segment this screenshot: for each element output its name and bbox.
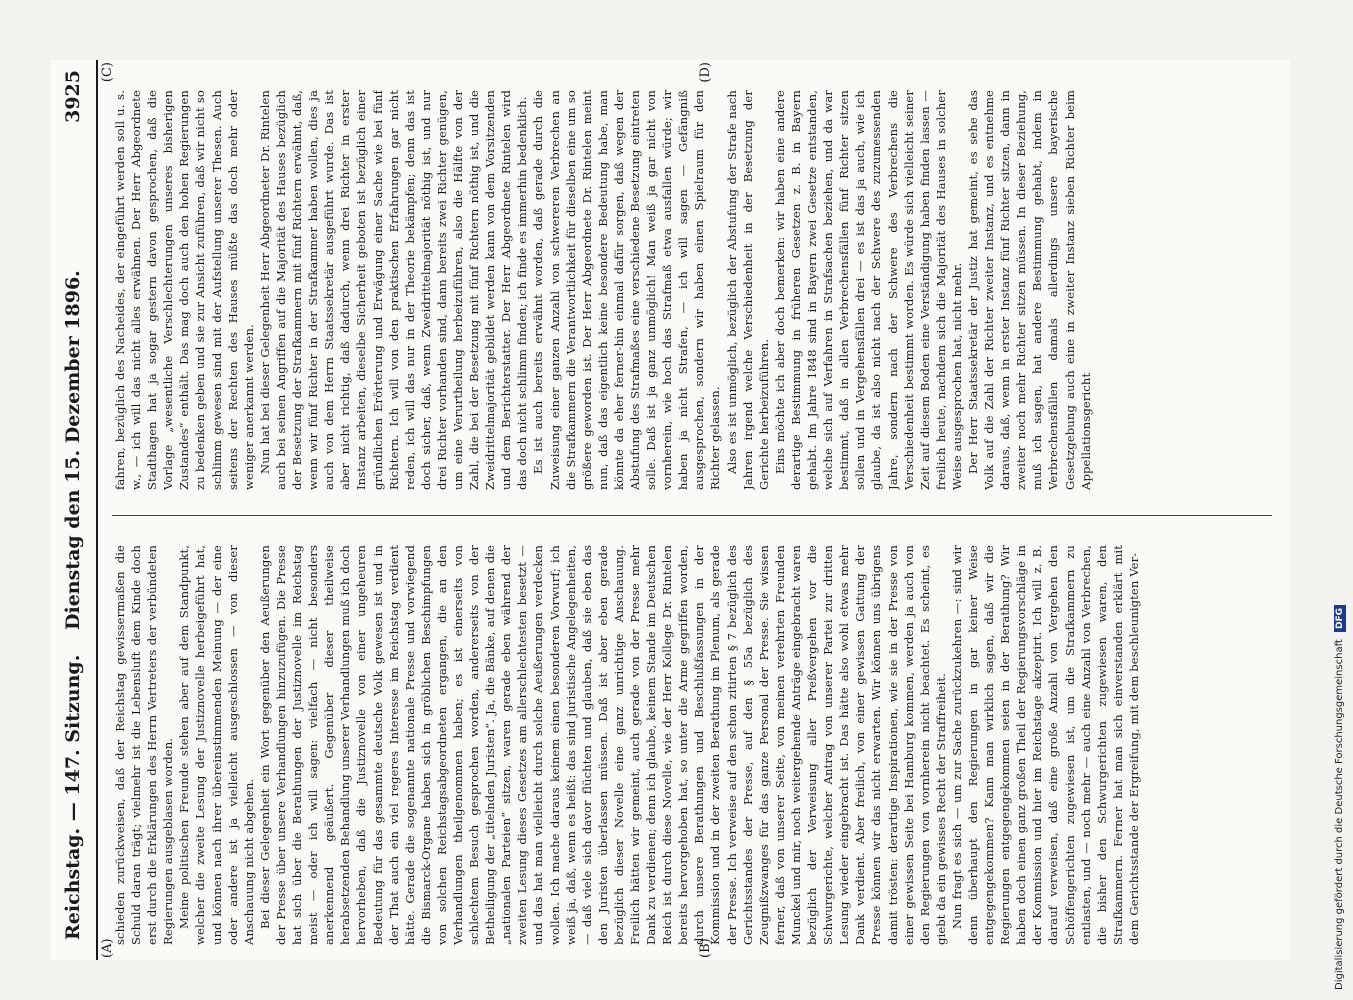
dfg-logo-icon: DFG — [1334, 605, 1346, 632]
column-right — [112, 90, 1272, 490]
page-number: 3925 — [62, 70, 84, 123]
paragraph: Nun hat bei dieser Gelegenheit Herr Abgeordneter Dr. Rintelen auch bei seinen Angriffen auf die Majorität des Hauses bezüglich der Besetzung der Strafkammern mit fünf Richtern erwähnt, daß, wenn wir fünf Richter in der Strafkammer haben wollen, dies ja auch von dem Herrn Staatssekretär ausgeführt wurde. Das ist aber nicht richtig, daß dadurch, wenn drei Richter in erster Instanz arbeiten, dieselbe Sicherheit geboten ist bezüglich einer gründlichen Erörterung und Erwägung einer Sache wie bei fünf Richtern. Ich will von den praktischen Erfahrungen gar nicht reden, ich will das nur in der Theorie bekämpfen; denn das ist doch sicher, daß, wenn Zweidrittelmajorität nöthig ist, und nur drei Richter vorhanden sind, dann bereits zwei Richter genügen, um eine Verurtheilung herbeizuführen, also die Hälfte von der Zahl, die bei der Besetzung mit fünf Richtern nöthig ist, und die Zweidrittelmajorität gebildet werden kann von dem Vorsitzenden und dem Berichterstatter. Der Herr Abgeordnete Rintelen wird das doch nicht schlimm finden; ich finde es immerhin bedenklich. — [257, 90, 530, 490]
credit-text: Digitalisierung gefördert durch die Deutsche Forschungsgemeinschaft — [1334, 639, 1345, 990]
paragraph: Bei dieser Gelegenheit ein Wort gegenüber den Aeußerungen der Presse über unsere Verhandlungen hinzuzufügen. Die Presse hat sich über die Berathungen der Justiznovelle im Reichstag meist — oder ich will sagen: vielfach — nicht besonders anerkennend geäußert. Gegenüber dieser theilweise herabsetzenden Behandlung unserer Verhandlungen muß ich doch hervorheben, daß die Justiznovelle von einer ungeheuren Bedeutung für das gesammte deutsche Volk gewesen ist und in der That auch ein viel regeres Interesse im Reichstag verdient hätte. Gerade die sogenannte nationale Presse und vorwiegend die Bismarck-Organe haben sich in gröblichen Beschimpfungen von solchen Reichstagsabgeordneten ergangen, die an den Verhandlungen theilgenommen haben; es ist einerseits von schlechtem Besuch gesprochen worden, andererseits von der Betheiligung der „titelnden Juristen“. Ja, die Bänke, auf denen die „nationalen Parteien“ sitzen, waren gerade eben während der zweiten Lesung dieses Gesetzes am allerschlechtesten besetzt — und das hat man vielleicht durch solche Aeußerungen verdecken wollen. Ich mache daraus keinem einen besonderen Vorwurf; ich weiß ja, daß, wenn es heißt: das sind juristische Angelegenheiten, — daß viele sich davor flüchten und glauben, daß sie eben das den Juristen überlassen müssen. Daß ist aber eben gerade bezüglich dieser Novelle eine ganz unrichtige Anschauung. Freilich hätten wir gemeint, auch gerade von der Presse mehr Dank zu verdienen; denn ich glaube, keinem Stande im Deutschen Reich ist durch diese Novelle, wie der Herr Kollege Dr. Rintelen bereits hervorgehoben hat, so unter die Arme gegriffen worden, durch unsere Berathungen und Beschlußfassungen in der Kommission und in der zweiten Berathung im Plenum, als gerade der Presse. Ich verweise auf den schon zitirten § 7 bezüglich des Gerichtsstandes der Presse, auf den § 55a bezüglich des Zeugnißzwanges für das ganze Personal der Presse. Sie wissen ferner, daß von unserer Seite, von meinen verehrten Freunden Munckel und mir, noch weitergehende Anträge eingebracht waren bezüglich der Verweisung aller Preßvergehen vor die Schwurgerichte, welcher Antrag von unserer Partei zur dritten Lesung wieder eingebracht ist. Das hätte also wohl etwas mehr Dank verdient. Aber freilich, von einer gewissen Gattung der Presse können wir das nicht erwarten. Wir können uns übrigens damit trösten: derartige Inspirationen, wie sie in der Presse von einer gewissen Seite bei Hamburg kommen, werden ja auch von den Regierungen von vornherein nicht beachtet. Es scheint, es giebt da ein gewisses Recht der Straffreiheit. — [257, 545, 948, 945]
paragraph: Also es ist unmöglich, bezüglich der Abstufung der Strafe nach Jahren irgend welche Verschiedenheit in der Besetzung der Gerichte herbeizuführen. — [724, 90, 771, 490]
paragraph: schieden zurückweisen, daß der Reichstag gewissermaßen die Schuld daran trägt; vielmehr ist die Lebensluft dem Kinde doch erst durch die Erklärungen des Herrn Vertreters der verbündeten Regierungen ausgeblasen worden. — [113, 545, 176, 945]
paragraph: Der Herr Staatssekretär der Justiz hat gemeint, es sehe das Volk auf die Zahl der Richter zweiter Instanz, und es entnehme daraus, daß, wenn in erster Instanz fünf Richter sitzen, dann in zweiter noch mehr Richter sitzen müssen. In dieser Beziehung, muß ich sagen, hat andere Bestimmung gehabt, indem in Verbrechensfällen damals allerdings unsere bayerische Gesetzgebung auch eine in zweiter Instanz sieben Richter beim Appellationsgericht — [965, 90, 1093, 490]
column-divider — [112, 515, 1272, 516]
paragraph: Meine politischen Freunde stehen aber auf dem Standpunkt, welcher die zweite Lesung der Justiznovelle herbeigeführt hat, und können nach ihrer übereinstimmenden Meinung — der eine oder andere ist ja vielleicht ausgeschlossen — von dieser Anschauung nicht abgehen. — [177, 545, 256, 945]
page-header — [56, 60, 98, 960]
paragraph: Es ist auch bereits erwähnt worden, daß gerade durch die Zuweisung einer ganzen Anzahl von schwereren Verbrechen an die Strafkammern die Verantwortlichkeit für dieselben eine um so größere geworden ist. Der Herr Abgeordnete Dr. Rintelen meint nun, daß das eigentlich keine besondere Bedeutung habe, man könnte da eher ferner-hin einmal dafür sorgen, daß wegen der Abstufung des Strafmaßes eine verschiedene Besetzung eintreten solle. Daß ist ja ganz unmöglich! Man weiß ja gar nicht von vornherein, wie hoch das Strafmaß etwa ausfallen würde; wir haben ja nicht Strafen, — ich will sagen — Gefängniß ausgesprochen, sondern wir haben einen Spielraum für den Richter gelassen. — [531, 90, 723, 490]
rotated-page — [50, 60, 1290, 960]
paragraph: Eins möchte ich aber doch bemerken: wir haben eine andere derartige Bestimmung in früheren Gesetzen z. B. in Bayern gehabt. Im Jahre 1848 sind in Bayern zwei Gesetze entstanden, welche sich auf Verfahren in Strafsachen beziehen, und da war bestimmt, daß in allen Verbrechensfällen fünf Richter sitzen sollen und in Vergehensfällen drei — es ist das ja auch, wie ich glaube, da ist also nicht nach der Schwere des zuzumessenden Jahre, sondern nach der Schwere des Verbrechens die Verschiedenheit bestimmt worden. Es würde sich vielleicht seiner Zeit auf diesem Boden eine Verständigung haben finden lassen — freilich heute, nachdem sich die Majorität des Hauses in solcher Weise ausgesprochen hat, nicht mehr. — [772, 90, 964, 490]
paragraph: Nun fragt es sich — um zur Sache zurückzukehren —: sind wir denn überhaupt den Regierungen in gar keiner Weise entgegengekommen? Kann man wirklich sagen, daß wir die Regierungen entgegengekommen seien in der Berathung? Wir haben doch einen ganz großen Theil der Regierungsvorschläge in der Kommission und hier im Reichstage akzeptirt. Ich will z. B. darauf verweisen, daß eine große Anzahl von Vergehen den Schöffengerichten zugewiesen ist, um die Strafkammern zu entlasten, und — noch mehr — auch eine Anzahl von Verbrechen, die bisher den Schwurgerichten zugewiesen waren, den Strafkammern. Ferner hat man sich einverstanden erklärt mit dem Gerichtsstande der Ergreifung, mit dem beschleunigten Ver- — [949, 545, 1141, 945]
header-date: Dienstag den 15. Dezember 1896. — [62, 270, 84, 630]
digitization-credit — [1334, 605, 1346, 990]
paragraph: fahren, bezüglich des Nacheides, der eingeführt werden soll u. s. w., — ich will das nicht alles erwähnen. Der Herr Abgeordnete Stadthagen hat ja sogar gestern davon gesprochen, daß die Vorlage „wesentliche Verschlechterungen unseres bisherigen Zustandes“ enthält. Das mag doch auch den hohen Regierungen zu bedenken geben und sie zur Ansicht zuführen, daß wir nicht so schlimm gewesen sind mit der Aufstellung unserer Thesen. Auch seitens der Rechten des Hauses müßte das doch mehr oder weniger anerkannt werden. — [113, 90, 256, 490]
margin-mark-c: (C) — [100, 62, 115, 83]
header-left: Reichstag. — 147. Sitzung. — [62, 654, 84, 940]
margin-mark-b: (B) — [698, 938, 713, 958]
margin-mark-d: (D) — [698, 62, 713, 83]
column-left — [112, 545, 1272, 945]
margin-mark-a: (A) — [100, 938, 115, 958]
